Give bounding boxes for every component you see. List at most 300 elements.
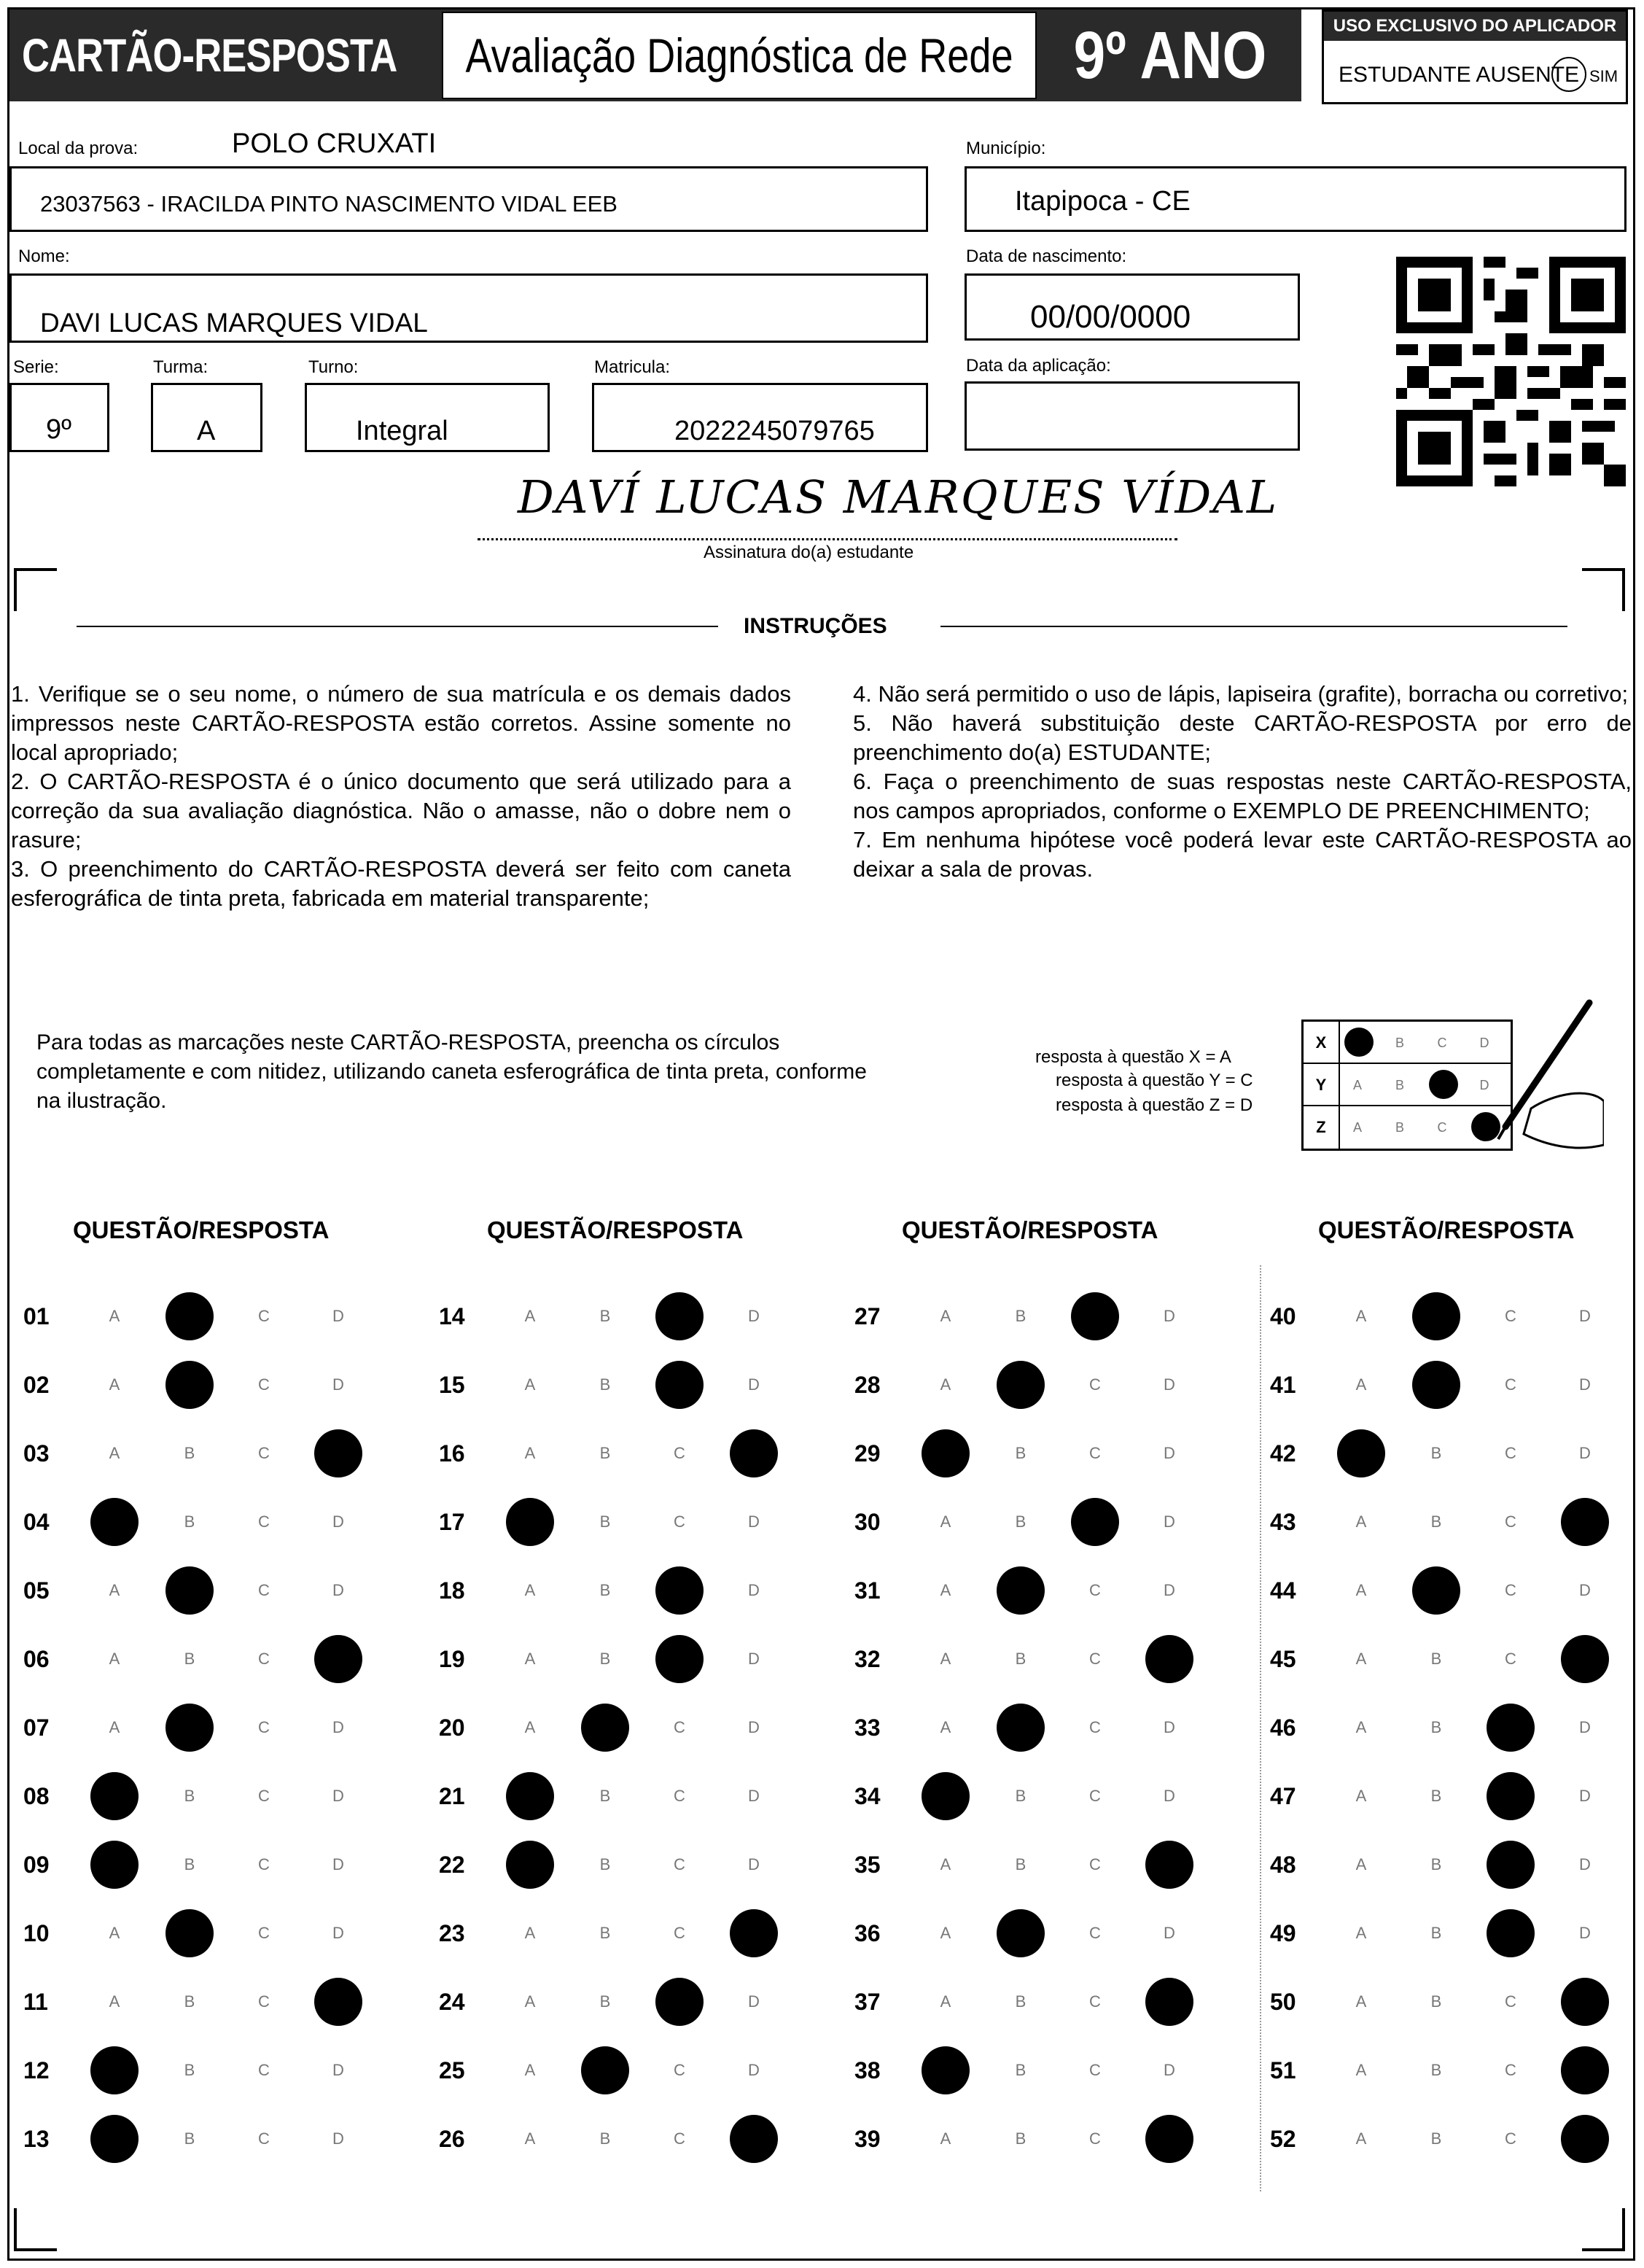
question-number: 48: [1270, 1852, 1296, 1878]
answer-option[interactable]: B: [1015, 2061, 1026, 2079]
answer-option[interactable]: A: [524, 1992, 536, 2011]
answer-option[interactable]: D: [1164, 1581, 1175, 1599]
answer-option[interactable]: A: [524, 1924, 536, 1942]
filled-answer-bubble[interactable]: [1145, 1841, 1193, 1889]
answer-option[interactable]: D: [332, 2061, 344, 2079]
answer-option[interactable]: C: [674, 2061, 685, 2079]
filled-answer-bubble[interactable]: [922, 2046, 970, 2094]
answer-option[interactable]: B: [599, 2129, 611, 2148]
answer-option[interactable]: A: [940, 1375, 951, 1394]
answer-option[interactable]: A: [524, 1718, 536, 1736]
question-number: 14: [439, 1303, 465, 1329]
example-option: A: [1352, 1120, 1362, 1135]
example-option: B: [1395, 1078, 1404, 1092]
answer-option[interactable]: C: [674, 1718, 685, 1736]
filled-answer-bubble[interactable]: [997, 1361, 1045, 1409]
answer-option[interactable]: C: [1505, 1444, 1516, 1462]
municipio-value: Itapipoca - CE: [1015, 186, 1191, 217]
column-divider: [1260, 1265, 1261, 2191]
answer-option[interactable]: A: [1355, 1855, 1367, 1873]
question-number: 49: [1270, 1920, 1296, 1946]
instructions-right: [853, 680, 1632, 884]
filled-answer-bubble[interactable]: [655, 1361, 704, 1409]
filled-answer-bubble[interactable]: [1145, 2115, 1193, 2163]
aplicacao-box: [965, 381, 1300, 451]
answer-option[interactable]: B: [1015, 1650, 1026, 1668]
example-option: C: [1437, 1036, 1447, 1050]
answer-option[interactable]: A: [109, 1375, 120, 1394]
answer-option[interactable]: A: [524, 2129, 536, 2148]
answer-option[interactable]: A: [109, 1992, 120, 2011]
answer-option[interactable]: B: [184, 1992, 195, 2011]
answer-option[interactable]: B: [184, 1855, 195, 1873]
answer-option[interactable]: A: [1355, 1307, 1367, 1325]
answer-option[interactable]: D: [332, 1718, 344, 1736]
answer-option[interactable]: B: [184, 1787, 195, 1805]
absent-bubble[interactable]: [1551, 57, 1586, 92]
answer-option[interactable]: D: [332, 2129, 344, 2148]
answer-option[interactable]: A: [940, 1855, 951, 1873]
nome-value: DAVI LUCAS MARQUES VIDAL: [40, 308, 428, 338]
answer-option[interactable]: D: [332, 1787, 344, 1805]
answer-option[interactable]: B: [1430, 1718, 1442, 1736]
answer-option[interactable]: A: [1355, 1375, 1367, 1394]
filled-answer-bubble[interactable]: [1487, 1909, 1535, 1957]
filled-answer-bubble[interactable]: [997, 1909, 1045, 1957]
filled-answer-bubble[interactable]: [1487, 1772, 1535, 1820]
filled-answer-bubble[interactable]: [997, 1566, 1045, 1615]
answer-option[interactable]: C: [258, 1375, 270, 1394]
answer-option[interactable]: B: [1430, 1855, 1442, 1873]
filled-answer-bubble[interactable]: [655, 1292, 704, 1340]
answer-option[interactable]: D: [332, 1307, 344, 1325]
answer-option[interactable]: B: [1430, 1787, 1442, 1805]
filled-answer-bubble[interactable]: [1145, 1635, 1193, 1683]
example-row: [1304, 1064, 1511, 1106]
question-number: 39: [854, 2126, 881, 2152]
answer-option[interactable]: D: [332, 1855, 344, 1873]
answer-option[interactable]: D: [748, 1512, 760, 1531]
answer-option[interactable]: D: [748, 1375, 760, 1394]
answer-option[interactable]: D: [1164, 2061, 1175, 2079]
question-number: 50: [1270, 1989, 1296, 2015]
answer-option[interactable]: B: [599, 1581, 611, 1599]
answer-option[interactable]: C: [258, 1581, 270, 1599]
question-number: 20: [439, 1714, 465, 1741]
absent-label: ESTUDANTE AUSENTE: [1339, 63, 1580, 87]
filled-answer-bubble[interactable]: [90, 1772, 139, 1820]
answer-option[interactable]: C: [1505, 1992, 1516, 2011]
filled-answer-bubble[interactable]: [314, 1429, 362, 1477]
question-number: 08: [23, 1783, 50, 1809]
answer-option[interactable]: C: [1505, 1375, 1516, 1394]
question-number: 11: [23, 1989, 48, 2015]
question-number: 52: [1270, 2126, 1296, 2152]
answer-option[interactable]: C: [258, 1650, 270, 1668]
answer-option[interactable]: B: [1430, 1650, 1442, 1668]
answer-option[interactable]: C: [1089, 2061, 1101, 2079]
question-number: 02: [23, 1372, 50, 1398]
question-number: 15: [439, 1372, 465, 1398]
answer-option[interactable]: C: [1089, 1924, 1101, 1942]
answer-option[interactable]: B: [1015, 1855, 1026, 1873]
answer-option[interactable]: C: [1505, 1581, 1516, 1599]
matricula-label: Matricula:: [594, 357, 671, 377]
answer-option[interactable]: C: [1089, 1855, 1101, 1873]
filled-answer-bubble[interactable]: [655, 1566, 704, 1615]
answer-option[interactable]: B: [599, 1924, 611, 1942]
answer-option[interactable]: B: [1430, 2061, 1442, 2079]
filled-answer-bubble[interactable]: [1071, 1498, 1119, 1546]
answer-option[interactable]: A: [1355, 1512, 1367, 1531]
filled-answer-bubble[interactable]: [1337, 1429, 1385, 1477]
filled-answer-bubble[interactable]: [1561, 2115, 1609, 2163]
question-number: 10: [23, 1920, 50, 1946]
answer-option[interactable]: C: [674, 1855, 685, 1873]
question-number: 40: [1270, 1303, 1296, 1329]
question-number: 19: [439, 1646, 465, 1672]
serie-label: Serie:: [13, 357, 59, 377]
filled-answer-bubble[interactable]: [165, 1909, 214, 1957]
answer-option[interactable]: D: [332, 1375, 344, 1394]
answer-option[interactable]: A: [940, 1650, 951, 1668]
answer-option[interactable]: A: [109, 1307, 120, 1325]
question-number: 05: [23, 1577, 50, 1604]
answer-option[interactable]: C: [258, 2061, 270, 2079]
answer-option[interactable]: D: [1579, 1444, 1591, 1462]
filled-answer-bubble[interactable]: [1487, 1841, 1535, 1889]
answer-option[interactable]: A: [1355, 1718, 1367, 1736]
answer-option[interactable]: A: [109, 1444, 120, 1462]
answer-option[interactable]: B: [1430, 1512, 1442, 1531]
answer-option[interactable]: A: [940, 1718, 951, 1736]
answer-option[interactable]: C: [258, 1787, 270, 1805]
question-number: 12: [23, 2057, 50, 2083]
answer-option[interactable]: A: [940, 1992, 951, 2011]
answer-option[interactable]: B: [184, 1512, 195, 1531]
answer-option[interactable]: C: [1089, 1375, 1101, 1394]
question-number: 21: [439, 1783, 465, 1809]
answer-option[interactable]: C: [674, 2129, 685, 2148]
filled-answer-bubble[interactable]: [922, 1772, 970, 1820]
signature-line: [478, 538, 1177, 540]
answer-option[interactable]: B: [1430, 1444, 1442, 1462]
answer-option[interactable]: B: [1015, 1307, 1026, 1325]
answer-option[interactable]: C: [1089, 2129, 1101, 2148]
example-row-key: Y: [1304, 1064, 1340, 1106]
answer-option[interactable]: D: [332, 1924, 344, 1942]
answer-option[interactable]: D: [1579, 1581, 1591, 1599]
answer-option[interactable]: B: [184, 1650, 195, 1668]
answers-column-header: QUESTÃO/RESPOSTA: [902, 1216, 1158, 1243]
answer-option[interactable]: C: [1505, 1512, 1516, 1531]
answer-option[interactable]: B: [599, 1650, 611, 1668]
filled-answer-bubble[interactable]: [655, 1978, 704, 2026]
answer-option[interactable]: C: [1089, 1787, 1101, 1805]
filled-answer-bubble[interactable]: [581, 2046, 629, 2094]
question-number: 27: [854, 1303, 881, 1329]
answer-option[interactable]: A: [1355, 1650, 1367, 1668]
turma-label: Turma:: [153, 357, 209, 377]
example-option: B: [1395, 1036, 1404, 1050]
answer-option[interactable]: C: [258, 1307, 270, 1325]
answer-option[interactable]: D: [748, 1855, 760, 1873]
exam-title-box: [442, 12, 1037, 99]
answer-option[interactable]: A: [1355, 1581, 1367, 1599]
filled-answer-bubble[interactable]: [506, 1498, 554, 1546]
answer-option[interactable]: D: [1164, 1787, 1175, 1805]
answer-option[interactable]: A: [1355, 1924, 1367, 1942]
answer-option[interactable]: B: [599, 1512, 611, 1531]
answer-option[interactable]: C: [674, 1787, 685, 1805]
answer-option[interactable]: C: [1505, 2061, 1516, 2079]
question-number: 31: [854, 1577, 881, 1604]
answer-option[interactable]: C: [258, 2129, 270, 2148]
answer-option[interactable]: B: [184, 1444, 195, 1462]
nasc-label: Data de nascimento:: [966, 246, 1127, 266]
question-number: 17: [439, 1509, 465, 1535]
answer-option[interactable]: A: [109, 1718, 120, 1736]
example-grid: [1301, 1020, 1513, 1151]
local-label: Local da prova:: [18, 139, 139, 158]
answer-option[interactable]: C: [1505, 1650, 1516, 1668]
filled-answer-bubble[interactable]: [1412, 1361, 1460, 1409]
question-number: 36: [854, 1920, 881, 1946]
answer-option[interactable]: B: [1015, 2129, 1026, 2148]
filled-answer-bubble[interactable]: [730, 1429, 778, 1477]
question-number: 51: [1270, 2057, 1296, 2083]
answer-option[interactable]: C: [258, 1855, 270, 1873]
answer-option[interactable]: D: [1579, 1375, 1591, 1394]
example-option: D: [1479, 1036, 1489, 1050]
answer-option[interactable]: A: [1355, 1787, 1367, 1805]
answer-option[interactable]: D: [1579, 1307, 1591, 1325]
corner-mark-top-right: [1582, 567, 1626, 611]
local-value: POLO CRUXATI: [232, 128, 437, 159]
fill-instructions: Para todas as marcações neste CARTÃO-RESPOSTA, preencha os círculos completamente e com nitidez, utilizando caneta esferográfica de tinta preta, conforme na ilustração.: [36, 1030, 867, 1113]
filled-answer-bubble[interactable]: [1412, 1566, 1460, 1615]
instructions-title: INSTRUÇÕES: [744, 614, 887, 638]
answer-option[interactable]: A: [940, 1924, 951, 1942]
answer-option[interactable]: C: [1089, 1992, 1101, 2011]
question-number: 42: [1270, 1440, 1296, 1467]
answer-option[interactable]: C: [258, 1718, 270, 1736]
answer-option[interactable]: B: [1015, 1992, 1026, 2011]
answers-column-header: QUESTÃO/RESPOSTA: [1318, 1216, 1575, 1243]
answer-option[interactable]: D: [1164, 1444, 1175, 1462]
answer-option[interactable]: C: [1089, 1718, 1101, 1736]
filled-answer-bubble[interactable]: [1561, 2046, 1609, 2094]
question-number: 09: [23, 1852, 50, 1878]
filled-answer-bubble[interactable]: [655, 1635, 704, 1683]
answer-option[interactable]: B: [1430, 1992, 1442, 2011]
answer-option[interactable]: D: [748, 2061, 760, 2079]
answer-option[interactable]: B: [599, 1855, 611, 1873]
filled-answer-bubble[interactable]: [314, 1635, 362, 1683]
answer-option[interactable]: D: [1164, 1718, 1175, 1736]
example-legend-x: resposta à questão X = A: [1035, 1047, 1231, 1067]
filled-answer-bubble[interactable]: [506, 1841, 554, 1889]
answer-option[interactable]: B: [1015, 1787, 1026, 1805]
filled-answer-bubble[interactable]: [90, 2046, 139, 2094]
answer-option[interactable]: D: [748, 1581, 760, 1599]
serie-value: 9º: [46, 414, 72, 445]
question-number: 18: [439, 1577, 465, 1604]
turma-value: A: [197, 416, 216, 446]
filled-answer-bubble[interactable]: [165, 1704, 214, 1752]
answer-option[interactable]: C: [1089, 1444, 1101, 1462]
pen-icon: [1487, 999, 1604, 1167]
answer-option[interactable]: D: [748, 1787, 760, 1805]
answer-option[interactable]: D: [1164, 1375, 1175, 1394]
answer-option[interactable]: B: [184, 2129, 195, 2148]
qr-code-icon: [1396, 257, 1626, 486]
question-number: 25: [439, 2057, 465, 2083]
filled-answer-bubble[interactable]: [581, 1704, 629, 1752]
answer-option[interactable]: B: [599, 1992, 611, 2011]
filled-answer-bubble[interactable]: [730, 2115, 778, 2163]
question-number: 28: [854, 1372, 881, 1398]
answer-option[interactable]: B: [1430, 2129, 1442, 2148]
answer-option[interactable]: C: [258, 1512, 270, 1531]
answer-option[interactable]: D: [332, 1581, 344, 1599]
answer-option[interactable]: C: [1089, 1650, 1101, 1668]
answer-option[interactable]: D: [332, 1512, 344, 1531]
filled-answer-bubble[interactable]: [1561, 1635, 1609, 1683]
answer-option[interactable]: D: [1579, 1787, 1591, 1805]
answer-option[interactable]: C: [674, 1444, 685, 1462]
answer-option[interactable]: D: [748, 1650, 760, 1668]
answer-option[interactable]: B: [184, 2061, 195, 2079]
filled-answer-bubble[interactable]: [922, 1429, 970, 1477]
answer-option[interactable]: C: [1505, 2129, 1516, 2148]
filled-answer-bubble[interactable]: [165, 1292, 214, 1340]
answer-option[interactable]: A: [109, 1650, 120, 1668]
sheet-title: CARTÃO-RESPOSTA: [22, 29, 397, 82]
answer-option[interactable]: D: [1164, 1924, 1175, 1942]
filled-answer-bubble[interactable]: [314, 1978, 362, 2026]
example-row: [1304, 1106, 1511, 1149]
question-number: 23: [439, 1920, 465, 1946]
example-row-key: Z: [1304, 1106, 1340, 1149]
question-number: 30: [854, 1509, 881, 1535]
filled-answer-bubble[interactable]: [997, 1704, 1045, 1752]
answer-option[interactable]: C: [674, 1512, 685, 1531]
question-number: 24: [439, 1989, 465, 2015]
answer-option[interactable]: A: [524, 1307, 536, 1325]
answer-option[interactable]: A: [524, 1650, 536, 1668]
answer-option[interactable]: A: [940, 1581, 951, 1599]
filled-answer-bubble[interactable]: [506, 1772, 554, 1820]
answer-option[interactable]: A: [1355, 2061, 1367, 2079]
nome-label: Nome:: [18, 246, 70, 266]
answer-option[interactable]: D: [1579, 1718, 1591, 1736]
filled-answer-bubble[interactable]: [165, 1361, 214, 1409]
filled-answer-bubble[interactable]: [90, 1498, 139, 1546]
answers-column-header: QUESTÃO/RESPOSTA: [73, 1216, 330, 1243]
question-number: 34: [854, 1783, 881, 1809]
turno-label: Turno:: [308, 357, 359, 377]
answer-option[interactable]: B: [599, 1307, 611, 1325]
answer-option[interactable]: B: [1015, 1444, 1026, 1462]
school-value: 23037563 - IRACILDA PINTO NASCIMENTO VIDAL EEB: [40, 191, 618, 217]
answer-option[interactable]: D: [748, 1718, 760, 1736]
answer-option[interactable]: A: [524, 1581, 536, 1599]
nasc-value: 00/00/0000: [1030, 299, 1191, 335]
instruction-item: 2. O CARTÃO-RESPOSTA é o único documento que será utilizado para a correção da sua avaliação diagnóstica. Não o amasse, não o dobre nem o rasure;: [11, 769, 791, 853]
question-number: 44: [1270, 1577, 1296, 1604]
filled-answer-bubble[interactable]: [1561, 1978, 1609, 2026]
corner-mark-bottom-left: [13, 2208, 57, 2252]
applicator-title: USO EXCLUSIVO DO APLICADOR: [1324, 12, 1626, 41]
filled-answer-bubble[interactable]: [1071, 1292, 1119, 1340]
answer-option[interactable]: B: [1430, 1924, 1442, 1942]
handwritten-signature: DAVÍ LUCAS MARQUES VÍDAL: [518, 470, 1279, 524]
sim-label: SIM: [1589, 67, 1618, 85]
answer-option[interactable]: A: [524, 1375, 536, 1394]
answer-option[interactable]: C: [258, 1444, 270, 1462]
answer-option[interactable]: B: [599, 1375, 611, 1394]
example-row-key: X: [1304, 1022, 1340, 1064]
question-number: 03: [23, 1440, 50, 1467]
answer-option[interactable]: C: [258, 1924, 270, 1942]
instruction-item: 3. O preenchimento do CARTÃO-RESPOSTA deverá ser feito com caneta esferográfica de tinta preta, fabricada em material transparente;: [11, 856, 791, 911]
answer-option[interactable]: A: [940, 1307, 951, 1325]
filled-answer-bubble[interactable]: [1412, 1292, 1460, 1340]
answer-option[interactable]: C: [674, 1924, 685, 1942]
instruction-item: 5. Não haverá substituição deste CARTÃO-RESPOSTA por erro de preenchimento do(a) ESTUDANTE;: [853, 710, 1632, 765]
turno-value: Integral: [356, 416, 448, 446]
matricula-value: 2022245079765: [674, 416, 875, 446]
answer-option[interactable]: B: [1015, 1512, 1026, 1531]
answer-option[interactable]: A: [524, 2061, 536, 2079]
instruction-item: 6. Faça o preenchimento de suas respostas neste CARTÃO-RESPOSTA, nos campos apropriados, conforme o EXEMPLO DE PREENCHIMENTO;: [853, 769, 1632, 823]
filled-answer-bubble[interactable]: [1487, 1704, 1535, 1752]
answer-option[interactable]: D: [748, 1307, 760, 1325]
answer-option[interactable]: B: [599, 1787, 611, 1805]
answer-option[interactable]: A: [524, 1444, 536, 1462]
answer-option[interactable]: A: [1355, 1992, 1367, 2011]
filled-answer-bubble[interactable]: [1561, 1498, 1609, 1546]
question-number: 47: [1270, 1783, 1296, 1809]
answer-option[interactable]: A: [1355, 2129, 1367, 2148]
filled-answer-bubble[interactable]: [90, 2115, 139, 2163]
answer-option[interactable]: D: [748, 1992, 760, 2011]
question-number: 22: [439, 1852, 465, 1878]
answer-option[interactable]: C: [1089, 1581, 1101, 1599]
filled-answer-bubble[interactable]: [165, 1566, 214, 1615]
answer-option[interactable]: B: [599, 1444, 611, 1462]
answer-option[interactable]: C: [1505, 1307, 1516, 1325]
answer-option[interactable]: A: [940, 1512, 951, 1531]
filled-answer-bubble[interactable]: [730, 1909, 778, 1957]
example-row: [1304, 1022, 1511, 1064]
answer-option[interactable]: D: [1579, 1855, 1591, 1873]
answer-option[interactable]: D: [1579, 1924, 1591, 1942]
answer-option[interactable]: C: [258, 1992, 270, 2011]
instructions-left: [11, 680, 791, 913]
instructions-rule-left: [77, 626, 718, 627]
filled-answer-bubble[interactable]: [90, 1841, 139, 1889]
instruction-item: 7. Em nenhuma hipótese você poderá levar este CARTÃO-RESPOSTA ao deixar a sala de provas.: [853, 827, 1632, 882]
question-number: 37: [854, 1989, 881, 2015]
answer-option[interactable]: D: [1164, 1512, 1175, 1531]
answer-option[interactable]: D: [1164, 1307, 1175, 1325]
filled-answer-bubble[interactable]: [1145, 1978, 1193, 2026]
answer-option[interactable]: A: [940, 2129, 951, 2148]
answer-option[interactable]: A: [109, 1581, 120, 1599]
answer-option[interactable]: A: [109, 1924, 120, 1942]
